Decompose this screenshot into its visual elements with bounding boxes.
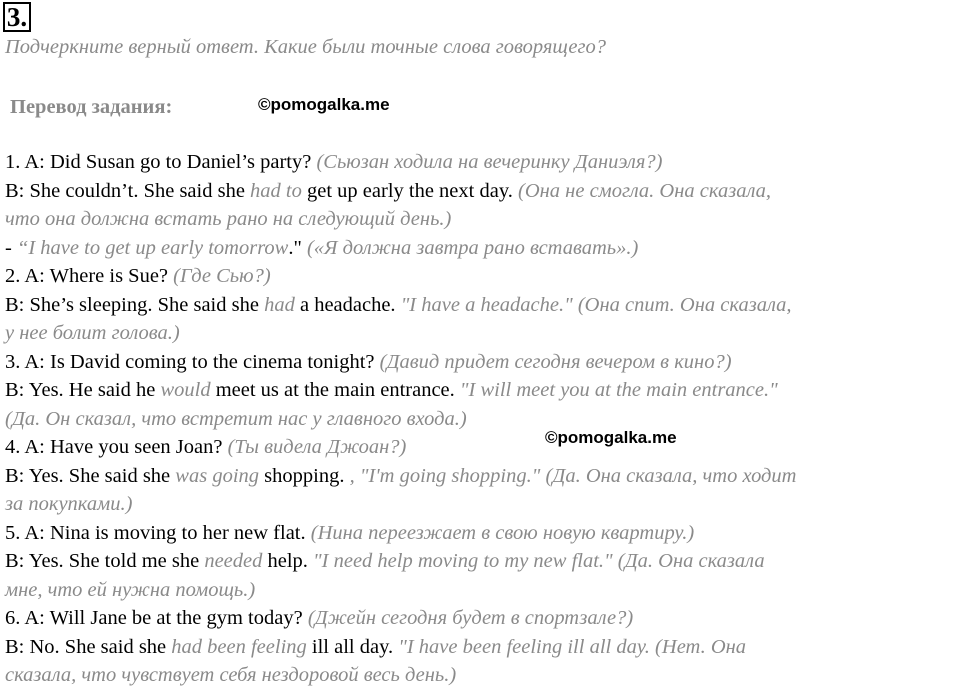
text-segment: 6. A: Will Jane be at the gym today? xyxy=(5,607,308,629)
text-segment: B: Yes. She told me she xyxy=(5,550,205,572)
translation-segment: мне, что ей нужна помощь.) xyxy=(5,578,256,601)
text-segment: - xyxy=(5,236,17,259)
text-line xyxy=(5,205,955,234)
exercise-lines xyxy=(5,148,955,690)
translation-segment: was going xyxy=(175,464,260,487)
text-line xyxy=(5,547,955,576)
text-line xyxy=(5,576,955,605)
text-segment: a headache. xyxy=(294,293,401,316)
text-line xyxy=(5,319,955,348)
text-segment: B: She’s sleeping. She said she xyxy=(5,293,265,316)
text-line xyxy=(5,348,955,377)
text-segment: meet us at the main entrance. xyxy=(210,379,460,401)
translation-segment: (Давид придет сегодня вечером в кино?) xyxy=(379,350,732,373)
translation-segment: , "I'm going shopping." (Да. Она сказала, что ходит xyxy=(349,464,797,487)
translation-segment: would xyxy=(160,379,211,401)
translation-segment: "I need help moving to my new flat." (Да. Она сказала xyxy=(313,550,765,572)
text-line xyxy=(5,234,955,263)
text-line xyxy=(5,490,955,519)
text-line xyxy=(5,376,955,405)
text-segment: B: No. She said she xyxy=(5,635,172,658)
text-segment: get up early the next day. xyxy=(301,179,518,202)
text-line xyxy=(5,262,955,291)
text-line xyxy=(5,661,955,690)
text-line xyxy=(5,148,955,177)
text-segment: 2. A: Where is Sue? xyxy=(5,265,174,287)
translation-segment: had been feeling xyxy=(171,635,307,658)
translation-segment: had to xyxy=(250,179,302,202)
translation-segment: (Сьюзан ходила на вечеринку Даниэля?) xyxy=(316,151,663,173)
translation-segment: что она должна встать рано на следующий день.) xyxy=(5,208,452,230)
text-segment: help. xyxy=(262,550,314,572)
translation-segment: needed xyxy=(204,550,263,572)
text-line xyxy=(5,433,955,462)
translation-segment: "I have a headache." (Она спит. Она сказала, xyxy=(400,293,792,316)
text-segment: 1. A: Did Susan go to Daniel’s party? xyxy=(5,151,317,173)
translation-segment: (Нина переезжает в свою новую квартиру.) xyxy=(310,521,695,544)
text-segment: 4. A: Have you seen Joan? xyxy=(5,436,228,458)
text-segment: B: She couldn’t. She said she xyxy=(5,179,251,202)
translation-segment: (Она не смогла. Она сказала, xyxy=(518,179,772,202)
translation-heading: Перевод задания: xyxy=(10,96,173,118)
instruction-text: Подчеркните верный ответ. Какие были точные слова говорящего? xyxy=(5,36,606,58)
exercise-number: 3. xyxy=(3,2,31,32)
translation-segment: («Я должна завтра рано вставать».) xyxy=(306,236,639,259)
watermark: ©pomogalka.me xyxy=(545,428,677,447)
text-segment: 3. A: Is David coming to the cinema tonight? xyxy=(5,350,380,373)
text-line xyxy=(5,604,955,633)
text-line xyxy=(5,405,955,434)
translation-segment: (Ты видела Джоан?) xyxy=(227,436,407,458)
text-segment: ." xyxy=(288,236,307,259)
text-line xyxy=(5,633,955,662)
translation-segment: за покупками.) xyxy=(5,493,133,515)
translation-segment: “I have to get up early tomorrow xyxy=(16,236,289,259)
translation-segment: (Да. Он сказал, что встретит нас у главного входа.) xyxy=(5,407,467,430)
text-line xyxy=(5,291,955,320)
text-segment: ill all day. xyxy=(306,635,399,658)
text-segment: B: Yes. She said she xyxy=(5,464,176,487)
text-segment: shopping. xyxy=(259,464,350,487)
translation-segment: (Где Сью?) xyxy=(173,265,271,287)
text-line xyxy=(5,519,955,548)
watermark: ©pomogalka.me xyxy=(258,95,390,114)
text-segment: B: Yes. He said he xyxy=(5,379,161,401)
translation-segment: (Джейн сегодня будет в спортзале?) xyxy=(307,607,634,629)
translation-segment: "I will meet you at the main entrance." xyxy=(459,379,778,401)
text-segment: 5. A: Nina is moving to her new flat. xyxy=(5,521,311,544)
translation-segment: had xyxy=(264,293,295,316)
text-line xyxy=(5,177,955,206)
translation-segment: сказала, что чувствует себя нездоровой весь день.) xyxy=(5,664,457,686)
translation-segment: "I have been feeling ill all day. (Нет. Она xyxy=(398,635,747,658)
translation-segment: у нее болит голова.) xyxy=(5,322,180,344)
text-line xyxy=(5,462,955,491)
